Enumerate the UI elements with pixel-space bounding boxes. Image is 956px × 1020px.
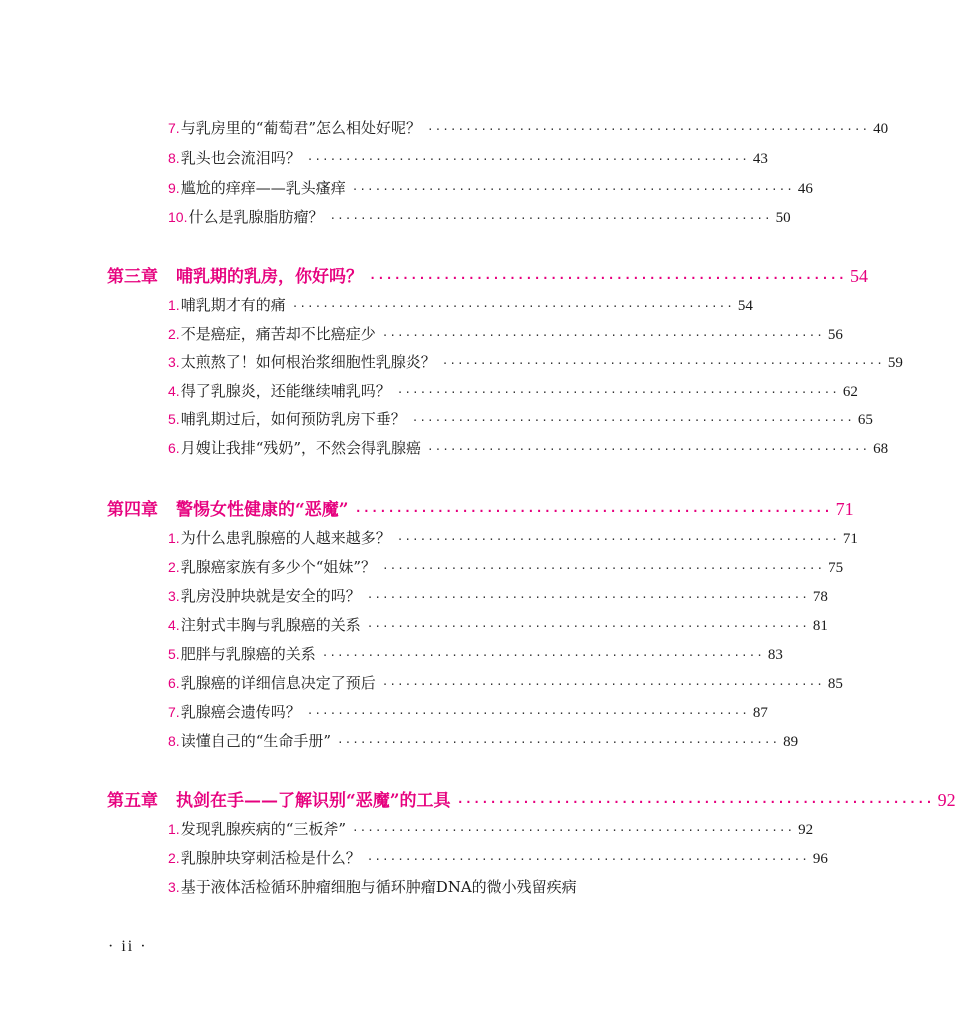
toc-entry[interactable]	[168, 643, 783, 665]
dot-leader: ··························································	[306, 707, 749, 720]
chapter-page-number: 54	[850, 266, 869, 286]
chapter-title: 警惕女性健康的“恶魔”	[176, 500, 349, 520]
entry-page-number: 92	[798, 822, 814, 838]
entry-title: 哺乳期过后，如何预防乳房下垂？	[180, 410, 406, 428]
dot-leader: ··························································	[369, 271, 847, 285]
entry-number: 1.	[168, 530, 180, 546]
chapter-title: 执剑在手——了解识别“恶魔”的工具	[176, 791, 451, 811]
entry-title: 发现乳腺疾病的“三板斧”	[180, 820, 347, 838]
entry-title: 肥胖与乳腺癌的关系	[180, 645, 316, 663]
entry-title: 乳房没肿块就是安全的吗？	[180, 587, 361, 605]
entry-number: 4.	[168, 383, 180, 399]
toc-entry[interactable]	[168, 147, 768, 169]
toc-entry[interactable]	[168, 556, 844, 578]
chapter-label: 第五章	[107, 791, 158, 811]
dot-leader: ··························································	[321, 649, 764, 662]
toc-chapter-heading[interactable]	[107, 788, 956, 812]
entry-number: 8.	[168, 150, 180, 166]
entry-page-number: 75	[828, 560, 844, 576]
entry-page-number: 83	[767, 647, 783, 663]
entry-title: 与乳房里的“葡萄君”怎么相处好呢？	[180, 119, 422, 137]
entry-number: 3.	[168, 354, 180, 370]
entry-page-number: 50	[775, 210, 791, 226]
toc-entry[interactable]	[168, 117, 889, 139]
entry-page-number: 87	[752, 705, 768, 721]
chapter-label: 第三章	[107, 267, 158, 287]
entry-page-number: 81	[812, 618, 828, 634]
toc-entry[interactable]	[168, 437, 889, 459]
dot-leader: ··························································	[366, 853, 809, 866]
chapter-page-number: 92	[937, 790, 956, 810]
dot-leader: ··························································	[396, 386, 839, 399]
dot-leader: ··························································	[411, 414, 854, 427]
entry-page-number: 59	[887, 355, 903, 371]
entry-page-number: 62	[842, 384, 858, 400]
entry-number: 6.	[168, 675, 180, 691]
entry-title: 不是癌症，痛苦却不比癌症少	[180, 325, 376, 343]
entry-page-number: 85	[827, 676, 843, 692]
entry-page-number: 54	[737, 298, 753, 314]
entry-number: 9.	[168, 180, 180, 196]
entry-number: 3.	[168, 588, 180, 604]
toc-entry[interactable]	[168, 672, 843, 694]
toc-entry[interactable]	[168, 323, 843, 345]
dot-leader: ··························································	[396, 533, 839, 546]
entry-title: 乳腺肿块穿刺活检是什么？	[180, 849, 361, 867]
entry-title: 乳腺癌的详细信息决定了预后	[180, 674, 376, 692]
entry-number: 8.	[168, 733, 180, 749]
chapter-page-number: 71	[835, 499, 854, 519]
entry-title: 乳腺癌会遗传吗？	[180, 703, 301, 721]
dot-leader: ··························································	[366, 620, 809, 633]
entry-page-number: 40	[873, 121, 889, 137]
entry-page-number: 56	[827, 327, 843, 343]
chapter-label: 第四章	[107, 500, 158, 520]
entry-number: 7.	[168, 120, 180, 136]
entry-title: 基于液体活检循环肿瘤细胞与循环肿瘤DNA的微小残留疾病	[180, 878, 577, 896]
dot-leader: ··························································	[351, 183, 794, 196]
toc-entry[interactable]	[168, 408, 873, 430]
entry-page-number: 65	[857, 412, 873, 428]
entry-number: 2.	[168, 326, 180, 342]
dot-leader: ··························································	[427, 443, 870, 456]
toc-entry[interactable]	[168, 294, 753, 316]
entry-title: 太煎熬了！如何根治浆细胞性乳腺炎？	[180, 353, 436, 371]
entry-title: 哺乳期才有的痛	[180, 296, 286, 314]
dot-leader: ··························································	[306, 153, 749, 166]
dot-leader: ··························································	[381, 329, 824, 342]
toc-entry[interactable]	[168, 614, 828, 636]
entry-number: 10.	[168, 209, 188, 225]
chapter-title: 哺乳期的乳房，你好吗？	[176, 267, 363, 287]
toc-entry[interactable]	[168, 206, 791, 228]
dot-leader: ··························································	[441, 357, 884, 370]
page-footer-number: · ii ·	[108, 938, 148, 955]
entry-page-number: 68	[873, 441, 889, 457]
entry-number: 7.	[168, 704, 180, 720]
entry-number: 4.	[168, 617, 180, 633]
entry-number: 3.	[168, 879, 180, 895]
toc-entry[interactable]	[168, 527, 858, 549]
dot-leader: ··························································	[456, 795, 934, 809]
toc-entry[interactable]	[168, 351, 903, 373]
toc-entry[interactable]	[168, 380, 858, 402]
entry-title: 乳腺癌家族有多少个“姐妹”？	[180, 558, 377, 576]
toc-entry[interactable]	[168, 876, 624, 898]
entry-number: 2.	[168, 850, 180, 866]
entry-page-number: 71	[842, 531, 858, 547]
entry-number: 5.	[168, 411, 180, 427]
dot-leader: ··························································	[352, 824, 795, 837]
entry-title: 月嫂让我排“残奶”，不然会得乳腺癌	[180, 439, 422, 457]
entry-number: 1.	[168, 821, 180, 837]
toc-entry[interactable]	[168, 177, 813, 199]
dot-leader: ··························································	[366, 591, 809, 604]
entry-page-number: 89	[783, 734, 799, 750]
entry-title: 读懂自己的“生命手册”	[180, 732, 332, 750]
toc-chapter-heading[interactable]	[107, 264, 869, 288]
entry-page-number: 78	[812, 589, 828, 605]
toc-chapter-heading[interactable]	[107, 497, 854, 521]
entry-page-number: 46	[797, 181, 813, 197]
entry-page-number: 43	[752, 151, 768, 167]
dot-leader: ··························································	[382, 562, 825, 575]
dot-leader: ··························································	[291, 300, 734, 313]
toc-entry[interactable]	[168, 847, 828, 869]
entry-number: 1.	[168, 297, 180, 313]
toc-entry[interactable]	[168, 818, 814, 840]
dot-leader: ··························································	[381, 678, 824, 691]
entry-number: 2.	[168, 559, 180, 575]
entry-page-number: 96	[812, 851, 828, 867]
dot-leader: ··························································	[354, 504, 832, 518]
toc-entry[interactable]	[168, 730, 799, 752]
dot-leader: ··························································	[337, 736, 780, 749]
entry-title: 为什么患乳腺癌的人越来越多？	[180, 529, 391, 547]
entry-title: 尴尬的痒痒——乳头瘙痒	[180, 179, 346, 197]
entry-title: 乳头也会流泪吗？	[180, 149, 301, 167]
entry-title: 注射式丰胸与乳腺癌的关系	[180, 616, 361, 634]
entry-title: 得了乳腺炎，还能继续哺乳吗？	[180, 382, 391, 400]
toc-entry[interactable]	[168, 701, 768, 723]
entry-title: 什么是乳腺脂肪瘤？	[188, 208, 324, 226]
toc-entry[interactable]	[168, 585, 828, 607]
dot-leader: ··························································	[329, 212, 772, 225]
entry-number: 5.	[168, 646, 180, 662]
dot-leader: ··························································	[427, 123, 870, 136]
entry-number: 6.	[168, 440, 180, 456]
